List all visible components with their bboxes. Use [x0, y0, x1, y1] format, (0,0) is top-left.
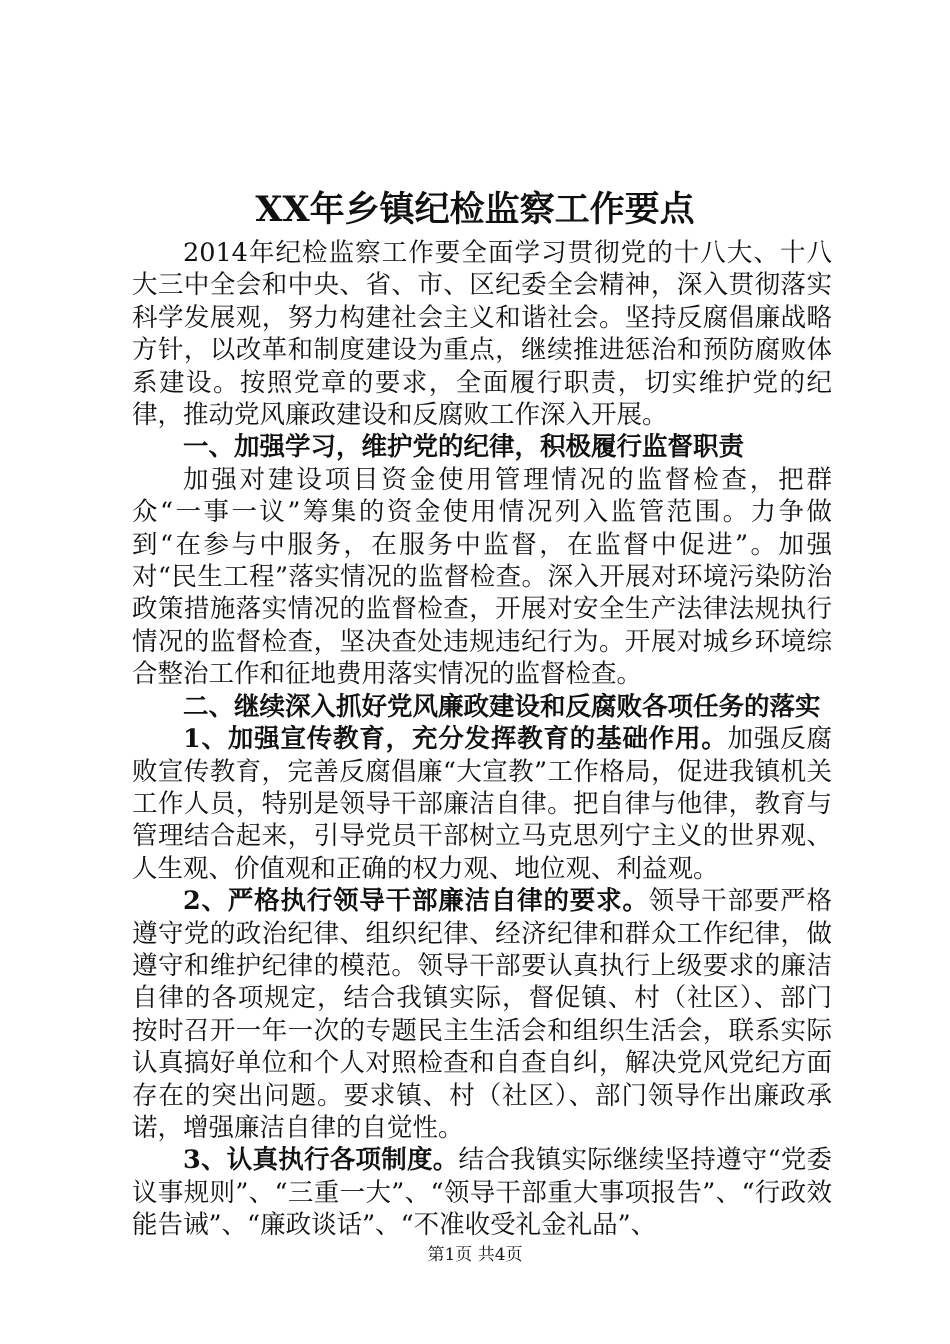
- intro-paragraph: 2014年纪检监察工作要全面学习贯彻党的十八大、十八大三中全会和中央、省、市、区纪委全会精神，深入贯彻落实科学发展观，努力构建社会主义和谐社会。坚持反腐倡廉战略方针，以改革和制度建设为重点，继续推进惩治和预防腐败体系建设。按照党章的要求，全面履行职责，切实维护党的纪律，推动党风廉政建设和反腐败工作深入开展。: [132, 238, 832, 431]
- section-1-paragraph: 加强对建设项目资金使用管理情况的监督检查，把群众“一事一议”筹集的资金使用情况列入监管范围。力争做到“在参与中服务，在服务中监督，在监督中促进”。加强对“民生工程”落实情况的监督检查。深入开展对环境污染防治政策措施落实情况的监督检查，开展对安全生产法律法规执行情况的监督检查，坚决查处违规违纪行为。开展对城乡环境综合整治工作和征地费用落实情况的监督检查。: [132, 464, 832, 690]
- item-3-text: 结合我镇实际继续坚持遵守“党委议事规则”、“三重一大”、“领导干部重大事项报告”、“行政效能告诫”、“廉政谈话”、“不准收受礼金礼品”、: [132, 1145, 832, 1241]
- section-2-item-2: [132, 885, 832, 1144]
- section-2-item-1: [132, 723, 832, 885]
- item-1-lead: 1、加强宣传教育，充分发挥教育的基础作用。: [183, 724, 728, 755]
- section-2-item-3: [132, 1144, 832, 1241]
- item-2-text: 领导干部要严格遵守党的政治纪律、组织纪律、经济纪律和群众工作纪律，做遵守和维护纪律的模范。领导干部要认真执行上级要求的廉洁自律的各项规定，结合我镇实际，督促镇、村（社区）、部门按时召开一年一次的专题民主生活会和组织生活会，联系实际认真搞好单位和个人对照检查和自查自纠，解决党风党纪方面存在的突出问题。要求镇、村（社区）、部门领导作出廉政承诺，增强廉洁自律的自觉性。: [132, 886, 832, 1143]
- document-title: XX年乡镇纪检监察工作要点: [255, 189, 695, 230]
- page-footer: 第1页 共4页: [427, 1245, 523, 1265]
- section-2-heading: 二、继续深入抓好党风廉政建设和反腐败各项任务的落实: [183, 691, 821, 722]
- document-body: [132, 237, 832, 1242]
- section-1-heading: 一、加强学习，维护党的纪律，积极履行监督职责: [183, 432, 745, 463]
- item-2-lead: 2、严格执行领导干部廉洁自律的要求。: [183, 886, 649, 917]
- item-1-text: 加强反腐败宣传教育，完善反腐倡廉“大宣教”工作格局，促进我镇机关工作人员，特别是领导干部廉洁自律。把自律与他律，教育与管理结合起来，引导党员干部树立马克思列宁主义的世界观、人生观、价值观和正确的权力观、地位观、利益观。: [132, 724, 832, 884]
- item-3-lead: 3、认真执行各项制度。: [183, 1145, 459, 1176]
